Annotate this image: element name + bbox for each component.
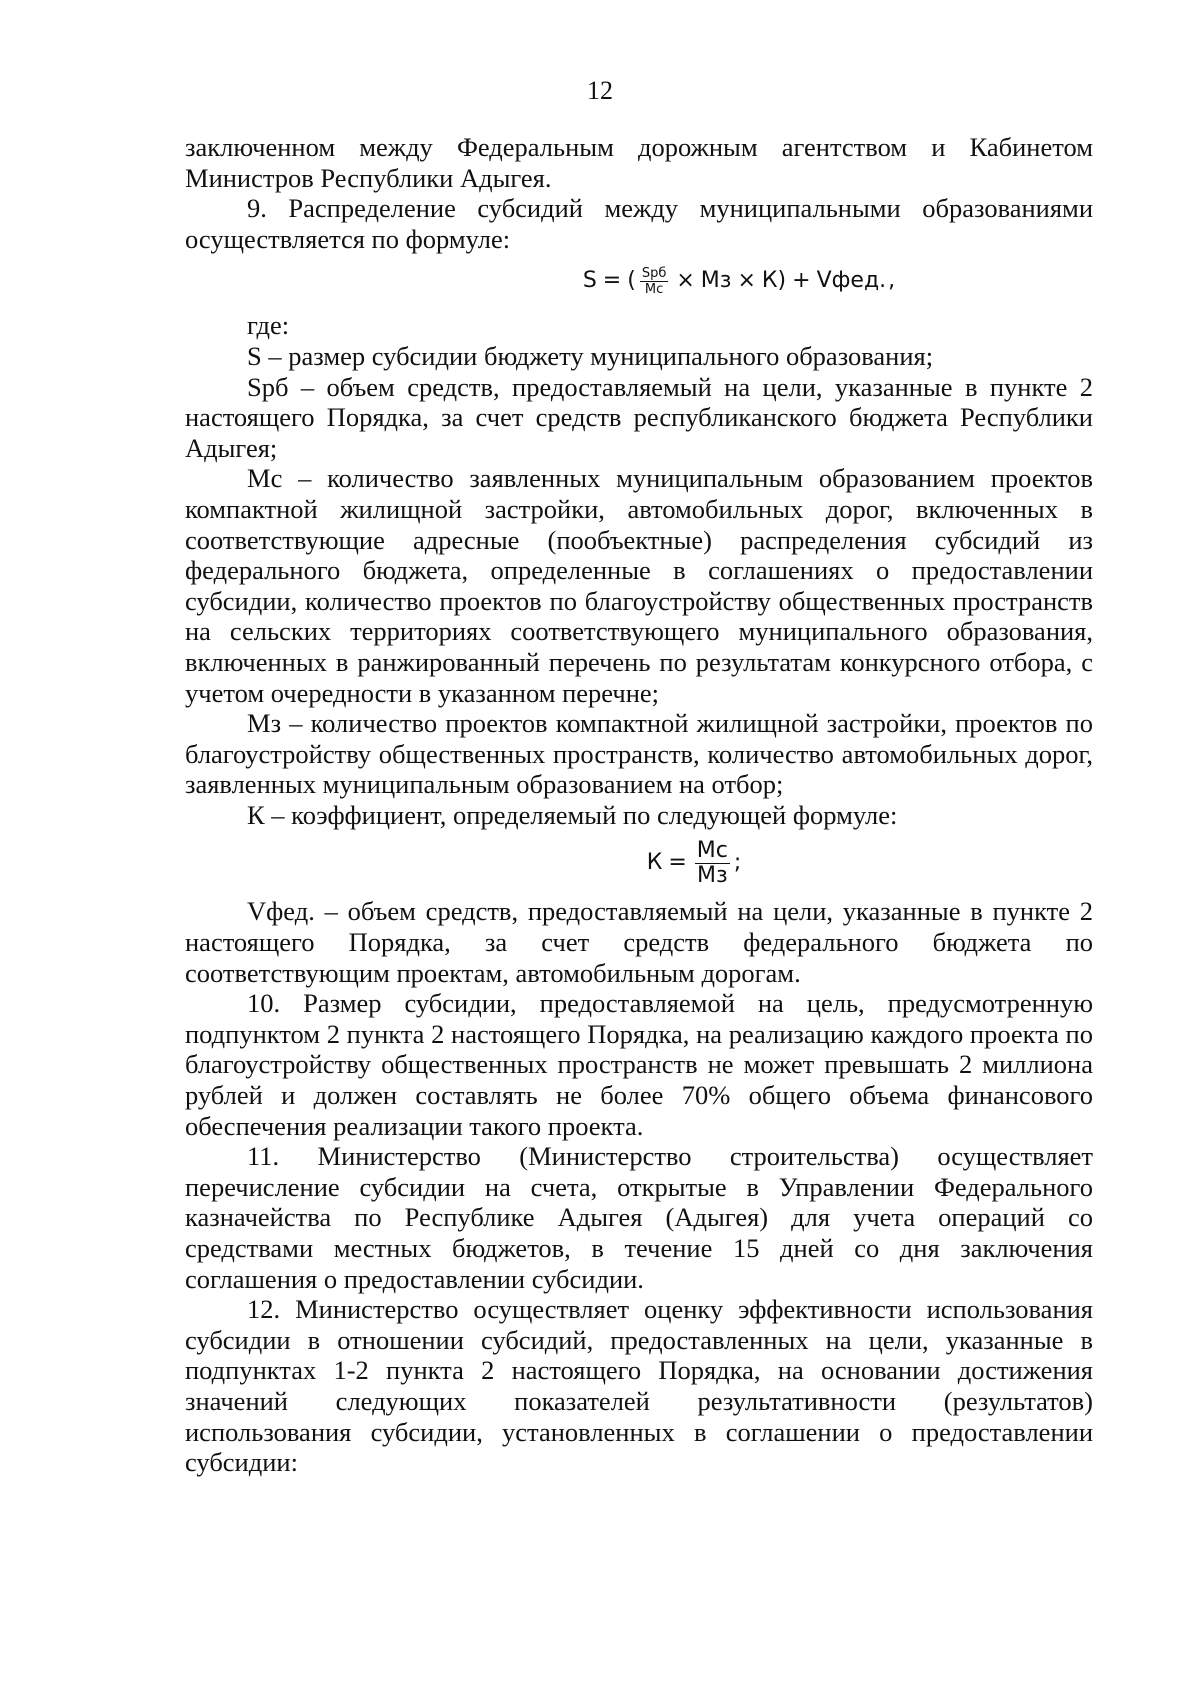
formula-s-times-1: × bbox=[676, 268, 695, 294]
paragraph-9: 9. Распределение субсидий между муниципальными образованиями осуществляется по формуле: bbox=[185, 193, 1093, 254]
formula-k-fraction bbox=[695, 837, 730, 888]
formula-s-fraction bbox=[640, 267, 669, 296]
page-number: 12 bbox=[587, 76, 613, 105]
formula-k bbox=[185, 830, 1093, 896]
paragraph-continuation: заключенном между Федеральным дорожным агентством и Кабинетом Министров Республики Адыгея. bbox=[185, 132, 1093, 193]
formula-s-denominator: Mс bbox=[644, 281, 664, 297]
formula-k-numerator: Mс bbox=[696, 837, 728, 863]
formula-s-vfed: Vфед. bbox=[816, 268, 887, 294]
formula-s-open-paren: ( bbox=[627, 268, 636, 294]
document-body bbox=[185, 132, 1093, 1478]
paragraph-10: 10. Размер субсидии, предоставляемой на цель, предусмотренную подпунктом 2 пункта 2 настоящего Порядка, на реализацию каждого проекта по благоустройству общественных пространств не может превышать 2 миллиона рублей и должен составлять не более 70% общего объема финансового обеспечения реализации такого проекта. bbox=[185, 988, 1093, 1141]
where-label: где: bbox=[247, 310, 290, 341]
formula-s-plus: + bbox=[792, 268, 811, 294]
formula-k-denominator: Mз bbox=[696, 862, 728, 888]
formula-s-m3: Mз bbox=[700, 268, 732, 294]
formula-k-semicolon: ; bbox=[733, 850, 742, 876]
definition-k: К – коэффициент, определяемый по следующей формуле: bbox=[247, 799, 898, 830]
formula-s-lhs: S bbox=[582, 268, 597, 294]
paragraph-12: 12. Министерство осуществляет оценку эффективности использования субсидии в отношении субсидий, предоставленных на цели, указанные в подпунктах 1-2 пункта 2 настоящего Порядка, на основании достижения значений следующих показателей результативности (результатов) использования субсидии, установленных в соглашении о предоставлении субсидии: bbox=[185, 1294, 1093, 1478]
definition-mz: Мз – количество проектов компактной жилищной застройки, проектов по благоустройству общественных пространств, количество автомобильных дорог, заявленных муниципальным образованием на отбор; bbox=[185, 708, 1093, 800]
definition-mc: Мс – количество заявленных муниципальным образованием проектов компактной жилищной застройки, автомобильных дорог, включенных в соответствующие адресные (пообъектные) распределения субсидий из федерального бюджета, определенные в соглашениях о предоставлении субсидии, количество проектов по благоустройству общественных пространств на сельских территориях соответствующего муниципального образования, включенных в ранжированный перечень по результатам конкурсного отбора, с учетом очередности в указанном перечне; bbox=[185, 463, 1093, 708]
formula-s-numerator: Sрб bbox=[641, 265, 667, 281]
formula-s bbox=[185, 254, 1093, 308]
definition-srb: Sрб – объем средств, предоставляемый на цели, указанные в пункте 2 настоящего Порядка, за счет средств республиканского бюджета Республики Адыгея; bbox=[185, 371, 1093, 463]
formula-s-k: К) bbox=[761, 268, 787, 294]
definition-vfed: Vфед. – объем средств, предоставляемый на цели, указанные в пункте 2 настоящего Порядка, за счет средств федерального бюджета по соответствующим проектам, автомобильным дорогам. bbox=[185, 896, 1093, 988]
formula-k-lhs: К bbox=[646, 850, 663, 876]
formula-s-eq: = bbox=[602, 268, 622, 294]
definition-s: S – размер субсидии бюджету муниципального образования; bbox=[247, 340, 934, 371]
paragraph-11: 11. Министерство (Министерство строительства) осуществляет перечисление субсидии на счета, открытые в Управлении Федерального казначейства по Республике Адыгея (Адыгея) для учета операций со средствами местных бюджетов, в течение 15 дней со дня заключения соглашения о предоставлении субсидии. bbox=[185, 1141, 1093, 1294]
formula-k-eq: = bbox=[668, 850, 687, 876]
formula-s-times-2: × bbox=[737, 268, 756, 294]
formula-s-comma: , bbox=[888, 268, 896, 294]
